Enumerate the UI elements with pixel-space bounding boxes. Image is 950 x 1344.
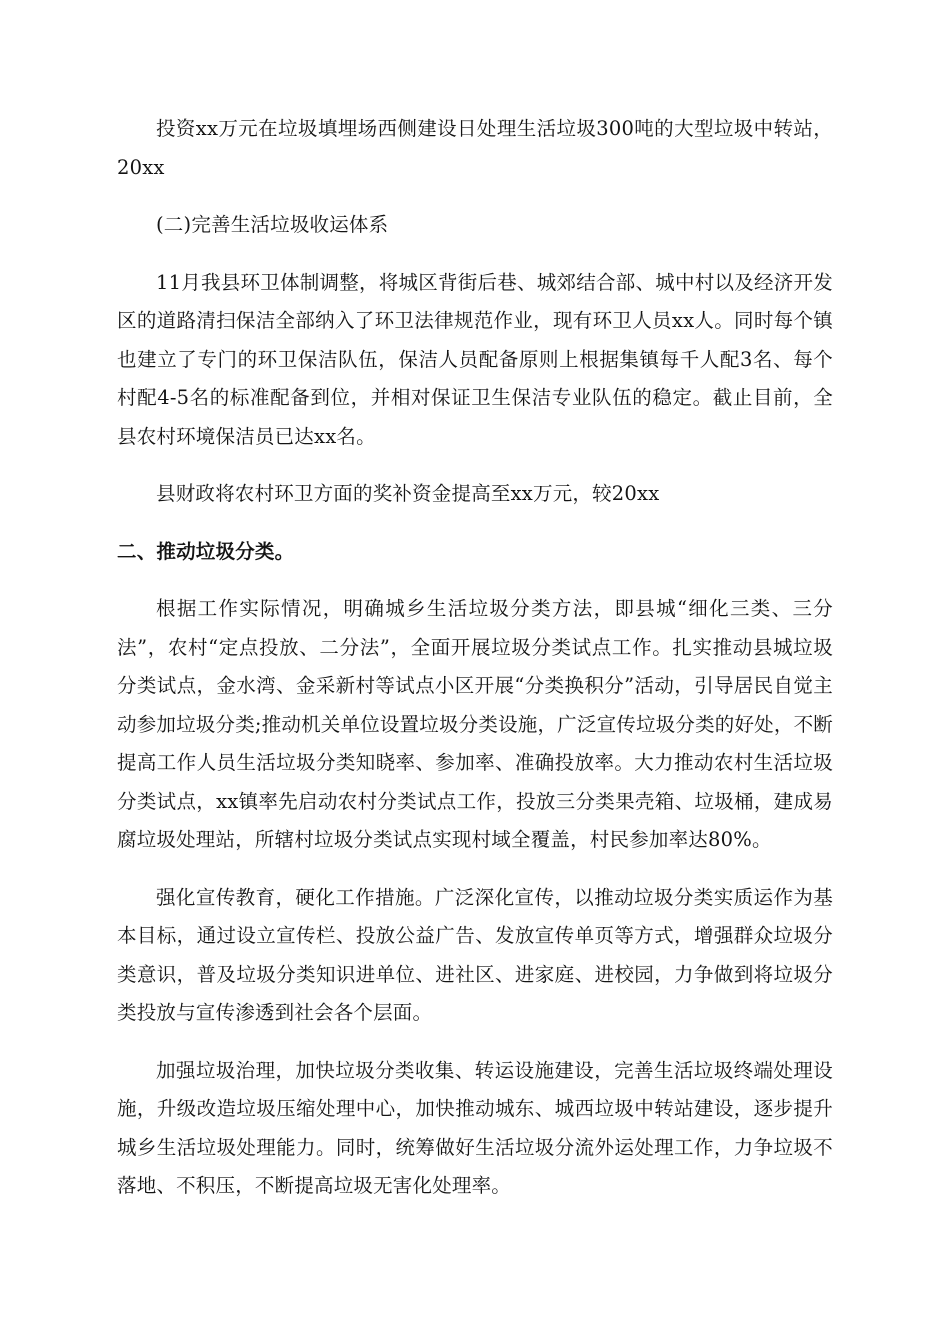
paragraph-sorting-methods: 根据工作实际情况，明确城乡生活垃圾分类方法，即县城“细化三类、三分法”，农村“定点投放、二分法”，全面开展垃圾分类试点工作。扎实推动县城垃圾分类试点，金水湾、金采新村等试点小区开展“分类换积分”活动，引导居民自觉主动参加垃圾分类;推动机关单位设置垃圾分类设施，广泛宣传垃圾分类的好处，不断提高工作人员生活垃圾分类知晓率、参加率、准确投放率。大力推动农村生活垃圾分类试点，xx镇率先启动农村分类试点工作，投放三分类果壳箱、垃圾桶，建成易腐垃圾处理站，所辖村垃圾分类试点实现村域全覆盖，村民参加率达80%。 [117,597,833,851]
paragraph-investment: 投资xx万元在垃圾填埋场西侧建设日处理生活垃圾300吨的大型垃圾中转站，20xx [117,117,833,179]
paragraph-sanitation-reform: 11月我县环卫体制调整，将城区背街后巷、城郊结合部、城中村以及经济开发区的道路清扫保洁全部纳入了环卫法律规范作业，现有环卫人员xx人。同时每个镇也建立了专门的环卫保洁队伍，保洁人员配备原则上根据集镇每千人配3名、每个村配4-5名的标准配备到位，并相对保证卫生保洁专业队伍的稳定。截止目前，全县农村环境保洁员已达xx名。 [117,270,833,448]
paragraph-publicity: 强化宣传教育，硬化工作措施。广泛深化宣传，以推动垃圾分类实质运作为基本目标，通过设立宣传栏、投放公益广告、发放宣传单页等方式，增强群众垃圾分类意识，普及垃圾分类知识进单位、进社区、进家庭、进校园，力争做到将垃圾分类投放与宣传渗透到社会各个层面。 [117,885,833,1024]
document-body [117,110,833,1225]
subheading-collection-system: (二)完善生活垃圾收运体系 [156,213,389,236]
paragraph-governance: 加强垃圾治理，加快垃圾分类收集、转运设施建设，完善生活垃圾终端处理设施，升级改造垃圾压缩处理中心，加快推动城东、城西垃圾中转站建设，逐步提升城乡生活垃圾处理能力。同时，统筹做好生活垃圾分流外运处理工作，力争垃圾不落地、不积压，不断提高垃圾无害化处理率。 [117,1058,833,1197]
paragraph-finance: 县财政将农村环卫方面的奖补资金提高至xx万元，较20xx [156,482,660,505]
section-heading-garbage-sorting: 二、推动垃圾分类。 [117,539,295,563]
